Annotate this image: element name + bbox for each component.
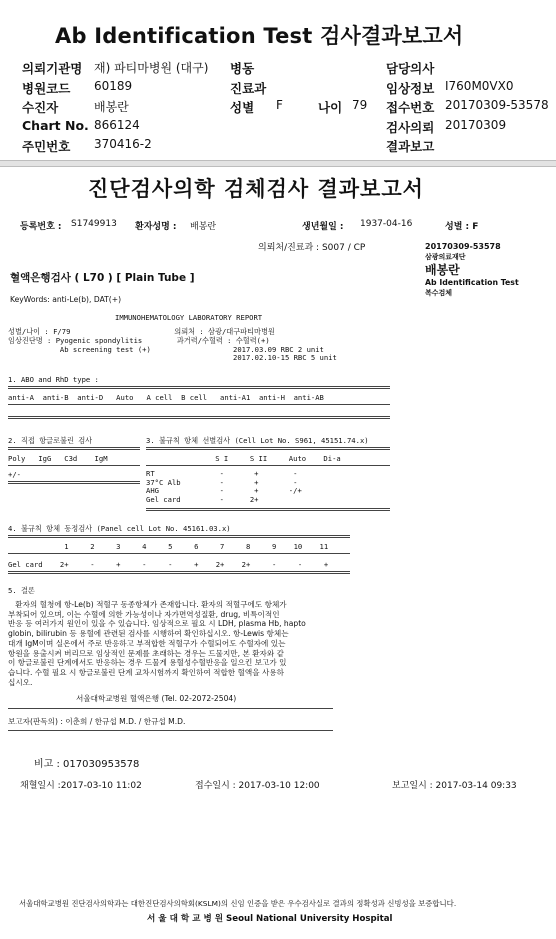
header-label: 담당의사: [386, 61, 435, 76]
header-label: 병동: [230, 61, 255, 76]
stamp-spec: 복수검체: [425, 289, 453, 297]
divider: [8, 730, 333, 731]
section-divider: [0, 160, 556, 167]
header-label: 진료과: [230, 81, 267, 96]
divider: [8, 708, 333, 709]
divider: [8, 465, 140, 466]
stamp-code: 20170309-53578: [425, 242, 501, 251]
divider: [8, 447, 140, 450]
remark: 비고 : 017030953578: [34, 759, 140, 770]
dob-value: 1937-04-16: [360, 219, 413, 229]
dat-heading: 2. 직접 항글로불린 검사: [8, 436, 93, 445]
receive-date: 접수일시 : 2017-03-10 12:00: [195, 781, 320, 791]
header-value: 배봉란: [94, 100, 129, 114]
divider: [8, 571, 350, 574]
lab-title: IMMUNOHEMATOLOGY LABORATORY REPORT: [115, 313, 263, 322]
header-label: 결과보고: [386, 139, 435, 154]
report-title: 진단검사의학 검체검사 결과보고서: [88, 177, 424, 201]
institute-line: 서울대학교병원 혈액은행 (Tel. 02-2072-2504): [76, 694, 237, 703]
divider: [8, 404, 390, 405]
patient-info: 성별/나이 : F/79 의뢰처 : 삼광/대구파티마병원 임상진단명 : Pyogenic spondylitis 과거력/수혈력 : 수혈력(+) Ab screening test (+) 2017.03.09 RBC 2 unit 2017.02.10-15 RBC 5 unit: [8, 327, 337, 363]
stamp-org: 삼광의료재단: [425, 253, 466, 261]
panel-heading: 4. 불규칙 항체 동정검사 (Panel cell Lot No. 45161.03.x): [8, 524, 231, 533]
reporter-line: 보고자(판독의) : 이춘희 / 한규섭 M.D. / 한규섭 M.D.: [8, 717, 186, 726]
header-value: 20170309: [445, 118, 507, 132]
divider: [8, 416, 390, 419]
patient-name: 배봉란: [190, 222, 217, 232]
divider: [8, 535, 350, 538]
panel-header: 1 2 3 4 5 6 7 8 9 10 11: [8, 542, 329, 551]
irr-heading: 3. 불규칙 항체 선별검사 (Cell Lot No. S961, 45151.74.x): [146, 436, 369, 445]
abo-heading: 1. ABO and RhD type :: [8, 375, 99, 384]
dat-values: +/-: [8, 470, 21, 479]
dept-line: 의뢰처/진료과 : S007 / CP: [258, 243, 366, 253]
header-label: 의뢰기관명: [22, 61, 83, 76]
header-value: 370416-2: [94, 137, 152, 151]
conclusion-text: 환자의 혈청에 항-Le(b) 적혈구 동종항체가 존재합니다. 환자의 적혈구에도 항체가 부착되어 있으며, 이는 수혈에 의한 가능성이나 자가면역성질환, drug, 비특이적인 반응 등 여러가지 원인이 있을 수 있습니다. 임상적으로 필요 시 LDH, plasma Hb, hapto globin, bilirubin 등 용혈에 관련된 검사를 시행하여 확인하십시오. 항-Lewis 항체는 대개 IgM이며 실온에서 주로 반응하고 부적합한 적혈구가 수혈되어도 수혈자에 있는 항원을 용출시켜 버리므로 임상적인 문제를 초래하는 경우는 드물지만, 본 환자와 같 이 항글로불린 단계에서도 반응하는 경우 드물게 용혈성수혈반응을 일으킨 보고가 있 습니다. 수혈 필요 시 항글로불린 단계 교차시험까지 확인하여 적합한 혈액을 사용하 십시오.: [8, 600, 306, 687]
report-date: 보고일시 : 2017-03-14 09:33: [392, 781, 517, 791]
header-label: Chart No.: [22, 118, 89, 133]
dob-label: 생년월일 :: [302, 222, 344, 232]
irr-header: S I S II Auto Di-a: [146, 454, 341, 463]
conclusion-heading: 5. 결론: [8, 586, 35, 595]
divider: [8, 481, 140, 484]
header-value: 866124: [94, 118, 140, 132]
header-label: 접수번호: [386, 100, 435, 115]
stamp-name: 배봉란: [425, 263, 460, 277]
keywords: KeyWords: anti-Le(b), DAT(+): [10, 295, 122, 304]
section-title: 혈액은행검사 ( L70 ) [ Plain Tube ]: [10, 272, 195, 284]
dat-header: Poly IgG C3d IgM: [8, 454, 108, 463]
divider: [8, 553, 350, 554]
panel-row: Gel card 2+ - + - - + 2+ 2+ - - +: [8, 560, 329, 569]
reg-label: 등록번호 :: [20, 222, 62, 232]
footer-certification: 서울대학교병원 진단검사의학과는 대한진단검사의학회(KSLM)의 신임 인증을 받은 우수검사실로 결과의 정확성과 신빙성을 보증합니다.: [19, 899, 457, 908]
header-value: 79: [352, 98, 368, 112]
header-value: F: [276, 98, 283, 112]
header-value: 재) 파티마병원 (대구): [94, 61, 209, 75]
divider: [8, 386, 390, 389]
divider: [146, 508, 390, 511]
header-label: 병원코드: [22, 81, 71, 96]
collect-date: 채혈일시 :2017-03-10 11:02: [20, 781, 142, 791]
header-label: 성별: [230, 100, 255, 115]
patient-label: 환자성명 :: [135, 222, 177, 232]
header-value: I760M0VX0: [445, 79, 514, 93]
header-value: 60189: [94, 79, 133, 93]
hospital-name: 서 울 대 학 교 병 원 Seoul National University Hospital: [147, 914, 393, 924]
reg-no: S1749913: [71, 219, 117, 229]
divider: [146, 447, 390, 450]
sex-label: 성별 : F: [445, 222, 479, 232]
header-label: 임상정보: [386, 81, 435, 96]
abo-header: anti-A anti-B anti-D Auto A cell B cell anti-A1 anti-H anti-AB: [8, 393, 324, 402]
irr-rows: RT - + - 37°C Alb - + - AHG - + -/+ Gel card - 2+: [146, 469, 302, 504]
header-label: 나이: [318, 100, 343, 115]
report-header-title: Ab Identification Test 검사결과보고서: [55, 24, 464, 48]
header-value: 20170309-53578: [445, 98, 549, 112]
header-label: 주민번호: [22, 139, 71, 154]
header-label: 검사의뢰: [386, 120, 435, 135]
stamp-test: Ab Identification Test: [425, 278, 519, 287]
divider: [146, 465, 390, 466]
header-label: 수진자: [22, 100, 59, 115]
